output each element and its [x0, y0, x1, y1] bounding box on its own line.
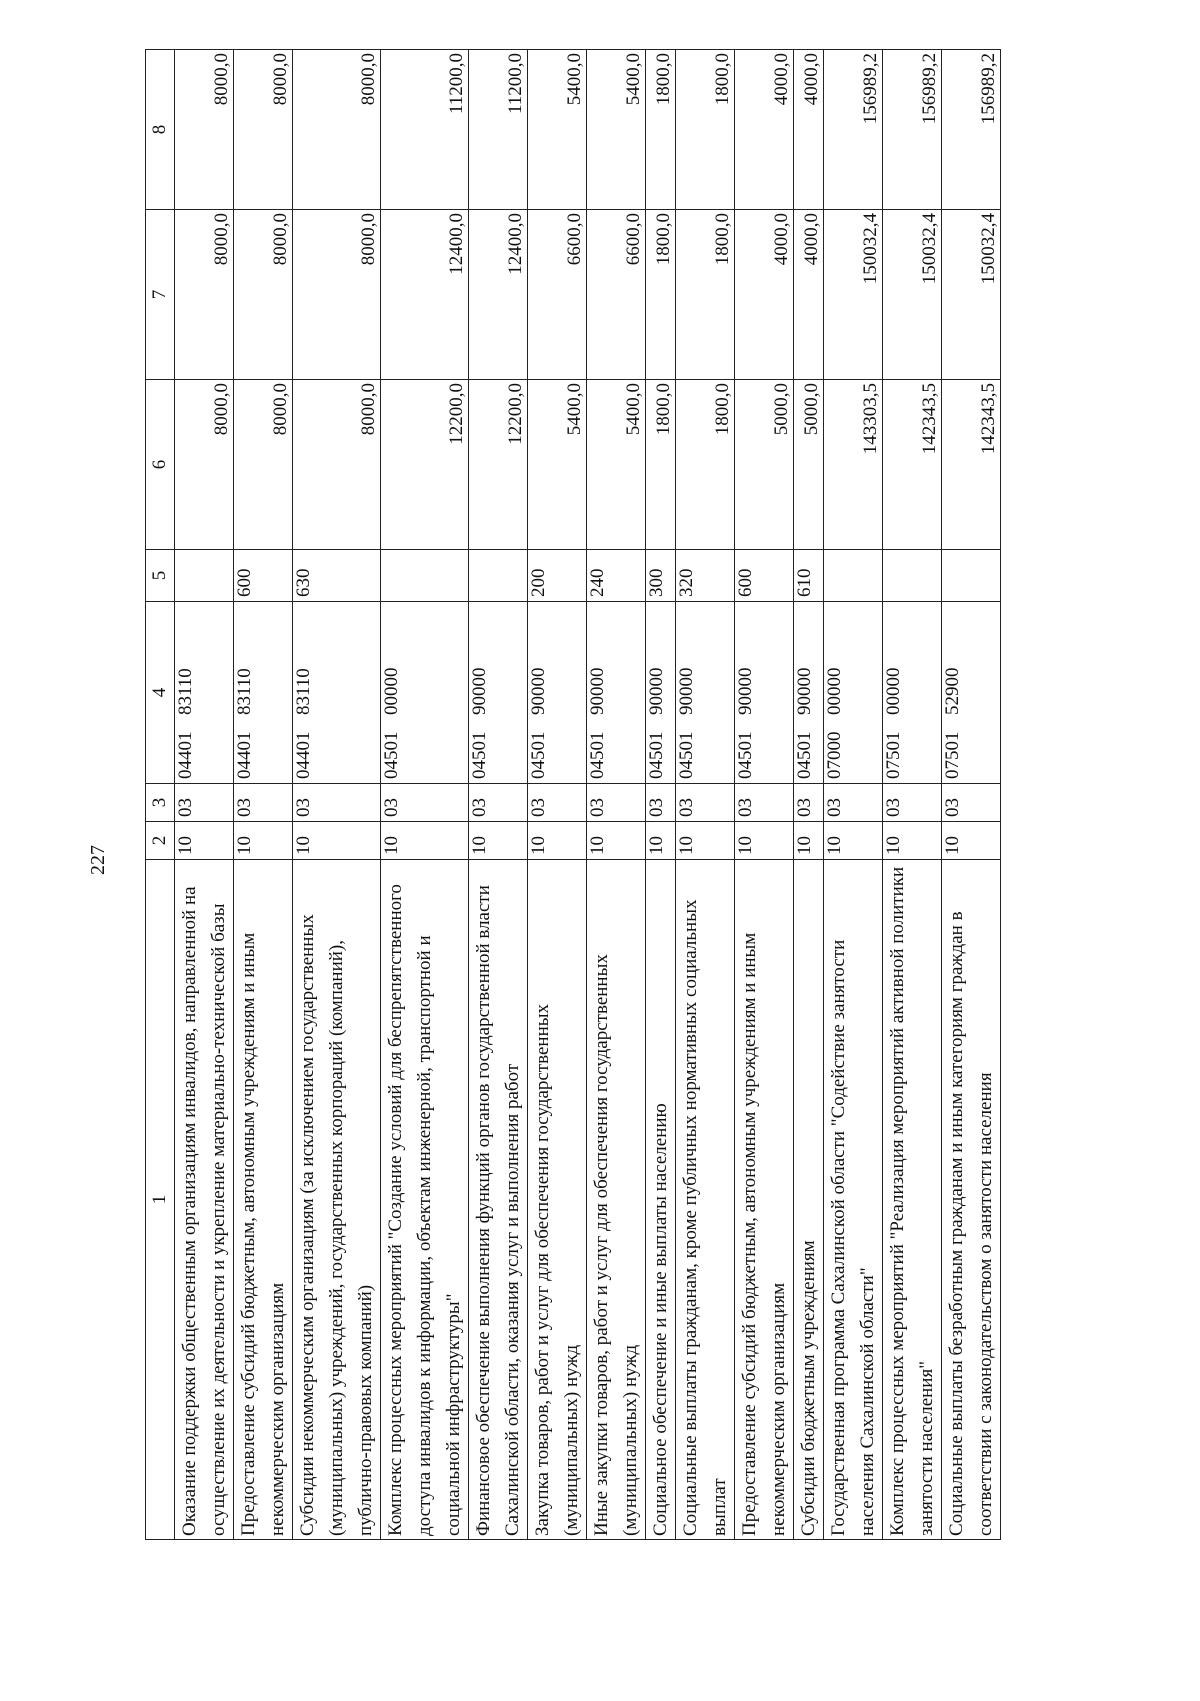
cell-amount-col6: 5400,0 — [587, 380, 646, 550]
cell-expense-type — [883, 550, 942, 602]
rotated-table-container — [145, 50, 1045, 1540]
cell-name: Субсидии бюджетным учреждениям — [794, 860, 824, 1540]
cell-amount-col6: 1800,0 — [646, 380, 676, 550]
cell-section: 10 — [883, 822, 942, 860]
target-article-program: 04401 — [293, 731, 314, 779]
header-cell: 6 — [146, 380, 175, 550]
target-article-direction: 00000 — [381, 667, 402, 715]
cell-amount-col6: 1800,0 — [676, 380, 735, 550]
table-row — [824, 50, 883, 1540]
cell-amount-col7: 150032,4 — [942, 210, 1001, 380]
cell-amount-col7: 1800,0 — [676, 210, 735, 380]
cell-name: Социальные выплаты безработным гражданам и иным категориям граждан в соответствии с законодательством о занятости населения — [942, 860, 1001, 1540]
target-article-program: 04501 — [676, 731, 697, 779]
table-row — [528, 50, 587, 1540]
cell-amount-col7: 150032,4 — [883, 210, 942, 380]
cell-amount-col8: 8000,0 — [234, 50, 293, 210]
cell-expense-type: 300 — [646, 550, 676, 602]
cell-subsection: 03 — [794, 784, 824, 822]
cell-subsection: 03 — [676, 784, 735, 822]
target-article-program: 04501 — [646, 731, 667, 779]
cell-expense-type: 320 — [676, 550, 735, 602]
cell-amount-col8: 5400,0 — [528, 50, 587, 210]
cell-expense-type: 600 — [234, 550, 293, 602]
table-row — [794, 50, 824, 1540]
cell-amount-col6: 8000,0 — [175, 380, 234, 550]
cell-expense-type: 240 — [587, 550, 646, 602]
cell-section: 10 — [381, 822, 469, 860]
cell-amount-col6: 12200,0 — [381, 380, 469, 550]
cell-subsection: 03 — [587, 784, 646, 822]
table-row — [676, 50, 735, 1540]
cell-name: Социальное обеспечение и иные выплаты населению — [646, 860, 676, 1540]
header-cell: 4 — [146, 602, 175, 784]
cell-amount-col7: 8000,0 — [293, 210, 381, 380]
cell-name: Иные закупки товаров, работ и услуг для обеспечения государственных (муниципальных) нужд — [587, 860, 646, 1540]
cell-target-article — [175, 602, 234, 784]
cell-subsection: 03 — [646, 784, 676, 822]
target-article-direction: 90000 — [735, 667, 756, 715]
cell-amount-col7: 12400,0 — [381, 210, 469, 380]
cell-section: 10 — [175, 822, 234, 860]
cell-amount-col6: 142343,5 — [883, 380, 942, 550]
cell-name: Закупка товаров, работ и услуг для обеспечения государственных (муниципальных) нужд — [528, 860, 587, 1540]
table-row — [469, 50, 528, 1540]
cell-amount-col7: 1800,0 — [646, 210, 676, 380]
cell-subsection: 03 — [175, 784, 234, 822]
cell-expense-type — [824, 550, 883, 602]
header-cell: 8 — [146, 50, 175, 210]
cell-amount-col7: 6600,0 — [587, 210, 646, 380]
cell-amount-col8: 1800,0 — [646, 50, 676, 210]
cell-name: Комплекс процессных мероприятий "Создание условий для беспрепятственного доступа инвалидов к информации, объектам инженерной, транспортной и социальной инфраструктуры" — [381, 860, 469, 1540]
cell-section: 10 — [234, 822, 293, 860]
target-article-direction: 90000 — [646, 667, 667, 715]
table-row — [646, 50, 676, 1540]
page-number: 227 — [87, 845, 109, 875]
table-body — [175, 50, 1001, 1540]
cell-name: Комплекс процессных мероприятий "Реализация мероприятий активной политики занятости населения" — [883, 860, 942, 1540]
cell-expense-type — [942, 550, 1001, 602]
cell-amount-col6: 5000,0 — [735, 380, 794, 550]
cell-target-article — [381, 602, 469, 784]
header-cell: 2 — [146, 822, 175, 860]
cell-target-article — [824, 602, 883, 784]
cell-amount-col6: 5400,0 — [528, 380, 587, 550]
cell-section: 10 — [942, 822, 1001, 860]
cell-expense-type — [175, 550, 234, 602]
cell-target-article — [676, 602, 735, 784]
target-article-direction: 90000 — [528, 667, 549, 715]
cell-subsection: 03 — [528, 784, 587, 822]
target-article-program: 04501 — [528, 731, 549, 779]
header-cell: 7 — [146, 210, 175, 380]
cell-amount-col7: 150032,4 — [824, 210, 883, 380]
cell-name: Социальные выплаты гражданам, кроме публичных нормативных социальных выплат — [676, 860, 735, 1540]
cell-target-article — [587, 602, 646, 784]
cell-section: 10 — [735, 822, 794, 860]
cell-amount-col6: 142343,5 — [942, 380, 1001, 550]
table-row — [735, 50, 794, 1540]
cell-subsection: 03 — [942, 784, 1001, 822]
target-article-program: 04401 — [175, 731, 196, 779]
target-article-direction: 83110 — [234, 668, 255, 715]
cell-amount-col8: 1800,0 — [676, 50, 735, 210]
cell-target-article — [646, 602, 676, 784]
cell-name: Субсидии некоммерческим организациям (за исключением государственных (муниципальных) учреждений, государственных корпораций (компаний), публично-правовых компаний) — [293, 860, 381, 1540]
cell-section: 10 — [293, 822, 381, 860]
table-row — [587, 50, 646, 1540]
cell-subsection: 03 — [824, 784, 883, 822]
cell-amount-col7: 4000,0 — [735, 210, 794, 380]
table-row — [381, 50, 469, 1540]
cell-name: Оказание поддержки общественным организациям инвалидов, направленной на осуществление их деятельности и укрепление материально-технической базы — [175, 860, 234, 1540]
cell-name: Предоставление субсидий бюджетным, автономным учреждениям и иным некоммерческим организациям — [234, 860, 293, 1540]
header-row — [146, 50, 175, 1540]
cell-amount-col6: 12200,0 — [469, 380, 528, 550]
cell-section: 10 — [646, 822, 676, 860]
table-row — [883, 50, 942, 1540]
table-row — [293, 50, 381, 1540]
cell-amount-col8: 156989,2 — [824, 50, 883, 210]
header-cell: 1 — [146, 860, 175, 1540]
target-article-direction: 00000 — [883, 667, 904, 715]
cell-subsection: 03 — [234, 784, 293, 822]
cell-amount-col8: 11200,0 — [469, 50, 528, 210]
cell-amount-col8: 8000,0 — [293, 50, 381, 210]
target-article-direction: 00000 — [824, 667, 845, 715]
target-article-direction: 90000 — [469, 667, 490, 715]
target-article-program: 04501 — [587, 731, 608, 779]
cell-amount-col7: 8000,0 — [234, 210, 293, 380]
budget-table — [145, 49, 1001, 1540]
cell-amount-col8: 4000,0 — [735, 50, 794, 210]
cell-expense-type: 200 — [528, 550, 587, 602]
header-cell: 5 — [146, 550, 175, 602]
cell-amount-col6: 143303,5 — [824, 380, 883, 550]
cell-name: Предоставление субсидий бюджетным, автономным учреждениям и иным некоммерческим организациям — [735, 860, 794, 1540]
cell-expense-type: 600 — [735, 550, 794, 602]
target-article-direction: 83110 — [293, 668, 314, 715]
cell-section: 10 — [587, 822, 646, 860]
target-article-program: 07501 — [883, 731, 904, 779]
cell-section: 10 — [676, 822, 735, 860]
cell-section: 10 — [794, 822, 824, 860]
cell-amount-col7: 4000,0 — [794, 210, 824, 380]
cell-section: 10 — [528, 822, 587, 860]
cell-amount-col6: 8000,0 — [234, 380, 293, 550]
cell-target-article — [735, 602, 794, 784]
cell-target-article — [883, 602, 942, 784]
cell-subsection: 03 — [735, 784, 794, 822]
cell-amount-col7: 8000,0 — [175, 210, 234, 380]
cell-name: Финансовое обеспечение выполнения функций органов государственной власти Сахалинской области, оказания услуг и выполнения работ — [469, 860, 528, 1540]
cell-target-article — [528, 602, 587, 784]
target-article-program: 07501 — [942, 731, 963, 779]
cell-amount-col8: 8000,0 — [175, 50, 234, 210]
cell-amount-col8: 156989,2 — [883, 50, 942, 210]
cell-amount-col8: 4000,0 — [794, 50, 824, 210]
table-row — [942, 50, 1001, 1540]
cell-subsection: 03 — [293, 784, 381, 822]
cell-amount-col8: 156989,2 — [942, 50, 1001, 210]
cell-expense-type — [381, 550, 469, 602]
target-article-program: 04501 — [794, 731, 815, 779]
target-article-program: 04501 — [381, 731, 402, 779]
target-article-program: 07000 — [824, 731, 845, 779]
cell-target-article — [293, 602, 381, 784]
cell-target-article — [234, 602, 293, 784]
cell-amount-col6: 8000,0 — [293, 380, 381, 550]
target-article-direction: 90000 — [794, 667, 815, 715]
cell-name: Государственная программа Сахалинской области "Содействие занятости населения Сахалинской области" — [824, 860, 883, 1540]
table-row — [175, 50, 234, 1540]
cell-amount-col8: 11200,0 — [381, 50, 469, 210]
target-article-program: 04501 — [735, 731, 756, 779]
cell-expense-type — [469, 550, 528, 602]
target-article-direction: 52900 — [942, 667, 963, 715]
cell-amount-col8: 5400,0 — [587, 50, 646, 210]
target-article-direction: 83110 — [175, 668, 196, 715]
cell-expense-type: 630 — [293, 550, 381, 602]
cell-amount-col7: 12400,0 — [469, 210, 528, 380]
cell-section: 10 — [469, 822, 528, 860]
cell-amount-col7: 6600,0 — [528, 210, 587, 380]
cell-subsection: 03 — [883, 784, 942, 822]
cell-subsection: 03 — [381, 784, 469, 822]
target-article-program: 04501 — [469, 731, 490, 779]
cell-target-article — [794, 602, 824, 784]
cell-amount-col6: 5000,0 — [794, 380, 824, 550]
cell-target-article — [469, 602, 528, 784]
table-row — [234, 50, 293, 1540]
cell-subsection: 03 — [469, 784, 528, 822]
cell-section: 10 — [824, 822, 883, 860]
cell-target-article — [942, 602, 1001, 784]
target-article-direction: 90000 — [676, 667, 697, 715]
header-cell: 3 — [146, 784, 175, 822]
target-article-direction: 90000 — [587, 667, 608, 715]
cell-expense-type: 610 — [794, 550, 824, 602]
target-article-program: 04401 — [234, 731, 255, 779]
